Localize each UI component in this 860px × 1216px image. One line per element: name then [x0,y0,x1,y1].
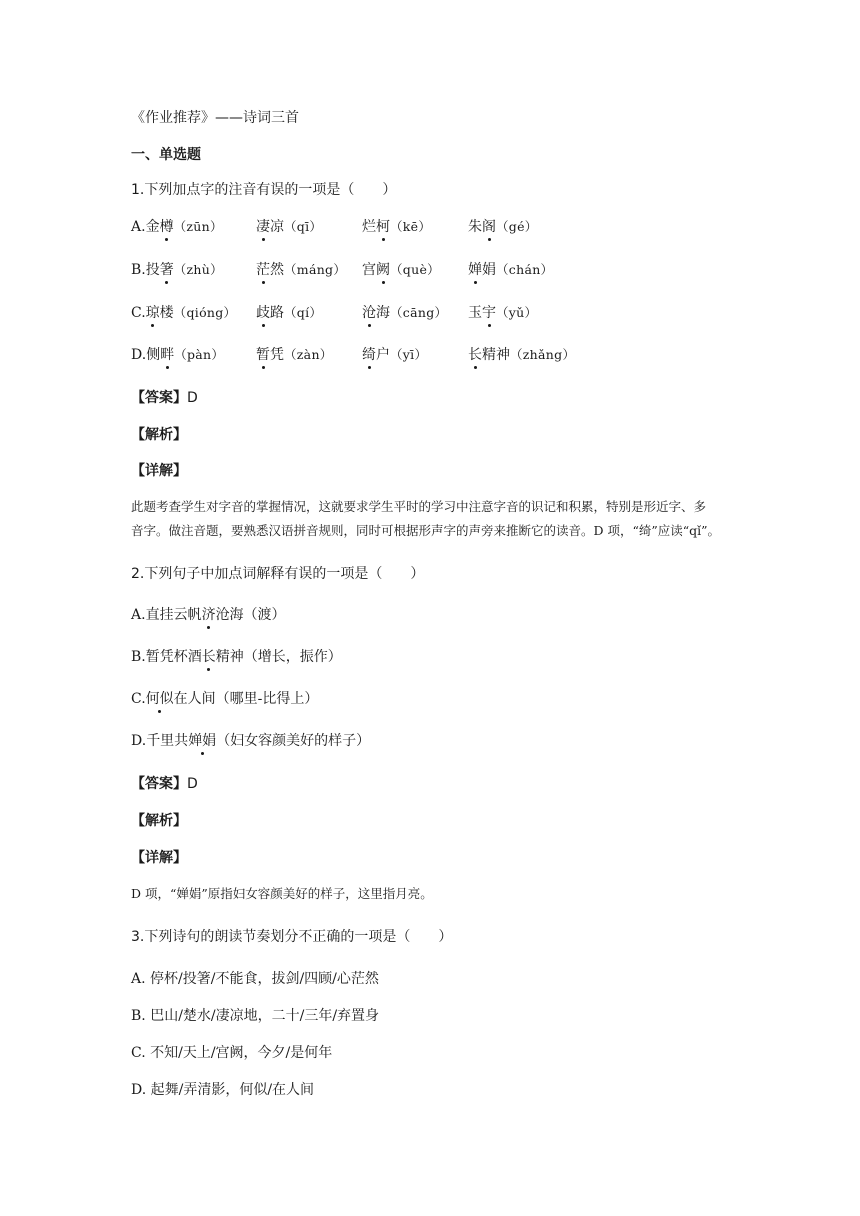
word-text: 精神 [482,347,510,363]
dotted-character: 长 [468,347,482,363]
question-2-stem: 2.下列句子中加点词解释有误的一项是（ ） [131,566,425,582]
option-text: 精神（增长，振作） [215,649,342,665]
dotted-character: 歧 [256,305,270,321]
option-label: B. [131,649,146,665]
question-1-option-b-1 [131,260,223,280]
word-text: 朱 [468,219,482,235]
question-2-answer [131,774,198,794]
dotted-character: 樽 [159,219,174,235]
question-1-option-d-3 [362,345,427,365]
dotted-character: 宇 [482,305,496,321]
option-label: A. [131,219,146,235]
question-1-option-b-3 [362,260,440,280]
word-text: 宫 [362,262,376,278]
answer-label: 【答案】 [131,390,187,406]
option-label: D. [131,733,147,749]
question-1-option-a-3 [362,217,431,237]
option-text: 沧海（渡） [215,607,286,623]
pinyin: （yǔ） [496,305,538,320]
dotted-word: 何似 [145,691,174,707]
word-text: 凉 [270,219,284,235]
dotted-character: 阙 [376,262,390,278]
question-1-option-b-4 [468,260,553,280]
option-text: 直挂云帆 [145,607,202,623]
pinyin: （chán） [496,262,554,277]
pinyin: （máng） [284,262,347,277]
question-3-stem: 3.下列诗句的朗读节奏划分不正确的一项是（ ） [131,929,453,945]
pinyin: （yī） [390,347,428,362]
pinyin: （qī） [284,219,323,234]
question-1-option-d-2 [256,345,333,365]
question-1-detail-line-2: 音字。做注音题，要熟悉汉语拼音规则，同时可根据形声字的声旁来推断它的读音。D 项，“绮”应读“qǐ”。 [131,523,721,538]
word-text: 楼 [159,305,174,321]
pinyin: （zūn） [173,219,223,234]
question-1-stem: 1.下列加点字的注音有误的一项是（ ） [131,182,397,198]
answer-label: 【答案】 [131,776,187,792]
pinyin: （pàn） [174,347,225,362]
word-text: 海 [376,305,390,321]
dotted-word: 婵娟 [188,733,217,749]
pinyin: （kē） [390,219,432,234]
question-1-option-c-3 [362,303,447,323]
dotted-character: 暂 [256,347,270,363]
question-1-detail-line-1: 此题考查学生对字音的掌握情况，这就要求学生平时的学习中注意字音的识记和积累，特别是形近字、多 [131,499,707,514]
question-1-option-c-4 [468,303,537,323]
dotted-character: 凄 [256,219,270,235]
dotted-character: 柯 [376,219,390,235]
question-2-option-a [131,605,286,625]
pinyin: （cāng） [390,305,448,320]
question-2-option-b [131,647,342,667]
dotted-character: 畔 [160,347,175,363]
word-text: 路 [270,305,284,321]
word-text: 烂 [362,219,376,235]
pinyin: （zhǎng） [510,347,576,362]
option-label: A. [131,607,146,623]
option-label: B. [131,262,146,278]
answer-value: D [187,390,198,406]
option-text: 在人间（哪里-比得上） [173,691,319,707]
question-3-option-a: A. 停杯/投箸/不能食，拔剑/四顾/心茫然 [131,971,379,987]
dotted-character: 绮 [362,347,376,363]
pinyin: （què） [390,262,440,277]
option-label: C. [131,305,146,321]
pinyin: （qióng） [173,305,237,320]
word-text: 投 [145,262,160,278]
question-1-detail-label: 【详解】 [131,463,187,479]
question-1-option-a-4 [468,217,538,237]
word-text: 金 [145,219,160,235]
document-title: 《作业推荐》——诗词三首 [131,110,299,126]
question-1-option-b-2 [256,260,346,280]
pinyin: （gé） [496,219,538,234]
answer-value: D [187,776,198,792]
word-text: 户 [376,347,390,363]
pinyin: （qí） [284,305,323,320]
option-label: D. [131,347,147,363]
question-1-option-d-1 [131,345,224,365]
dotted-word: 济 [201,607,216,623]
dotted-character: 阁 [482,219,496,235]
dotted-character: 沧 [362,305,376,321]
option-text: （妇女容颜美好的样子） [216,733,371,749]
dotted-character: 婵 [468,262,482,278]
option-label: C. [131,691,146,707]
dotted-character: 箸 [159,262,174,278]
question-3-option-d: D. 起舞/弄清影，何似/在人间 [131,1082,315,1098]
word-text: 然 [270,262,284,278]
word-text: 凭 [270,347,284,363]
question-2-option-c [131,689,318,709]
question-2-detail-line-1: D 项，“婵娟”原指妇女容颜美好的样子，这里指月亮。 [131,886,433,901]
question-2-option-d [131,731,370,751]
question-1-option-d-4 [468,345,575,365]
option-text: 千里共 [146,733,189,749]
pinyin: （zàn） [284,347,333,362]
pinyin: （zhù） [173,262,223,277]
dotted-character: 茫 [256,262,270,278]
question-1-answer [131,388,198,408]
dotted-word: 长 [201,649,216,665]
question-2-detail-label: 【详解】 [131,850,187,866]
word-text: 玉 [468,305,482,321]
question-2-analysis-label: 【解析】 [131,813,187,829]
question-3-option-b: B. 巴山/楚水/凄凉地，二十/三年/弃置身 [131,1008,380,1024]
question-3-option-c: C. 不知/天上/宫阙，今夕/是何年 [131,1045,333,1061]
section-heading: 一、单选题 [131,147,201,163]
dotted-character: 琼 [145,305,160,321]
question-1-option-a-1 [131,217,223,237]
question-1-option-c-1 [131,303,236,323]
question-1-analysis-label: 【解析】 [131,427,187,443]
question-1-option-c-2 [256,303,322,323]
word-text: 侧 [146,347,161,363]
question-1-option-a-2 [256,217,322,237]
word-text: 娟 [482,262,496,278]
option-text: 暂凭杯酒 [145,649,202,665]
